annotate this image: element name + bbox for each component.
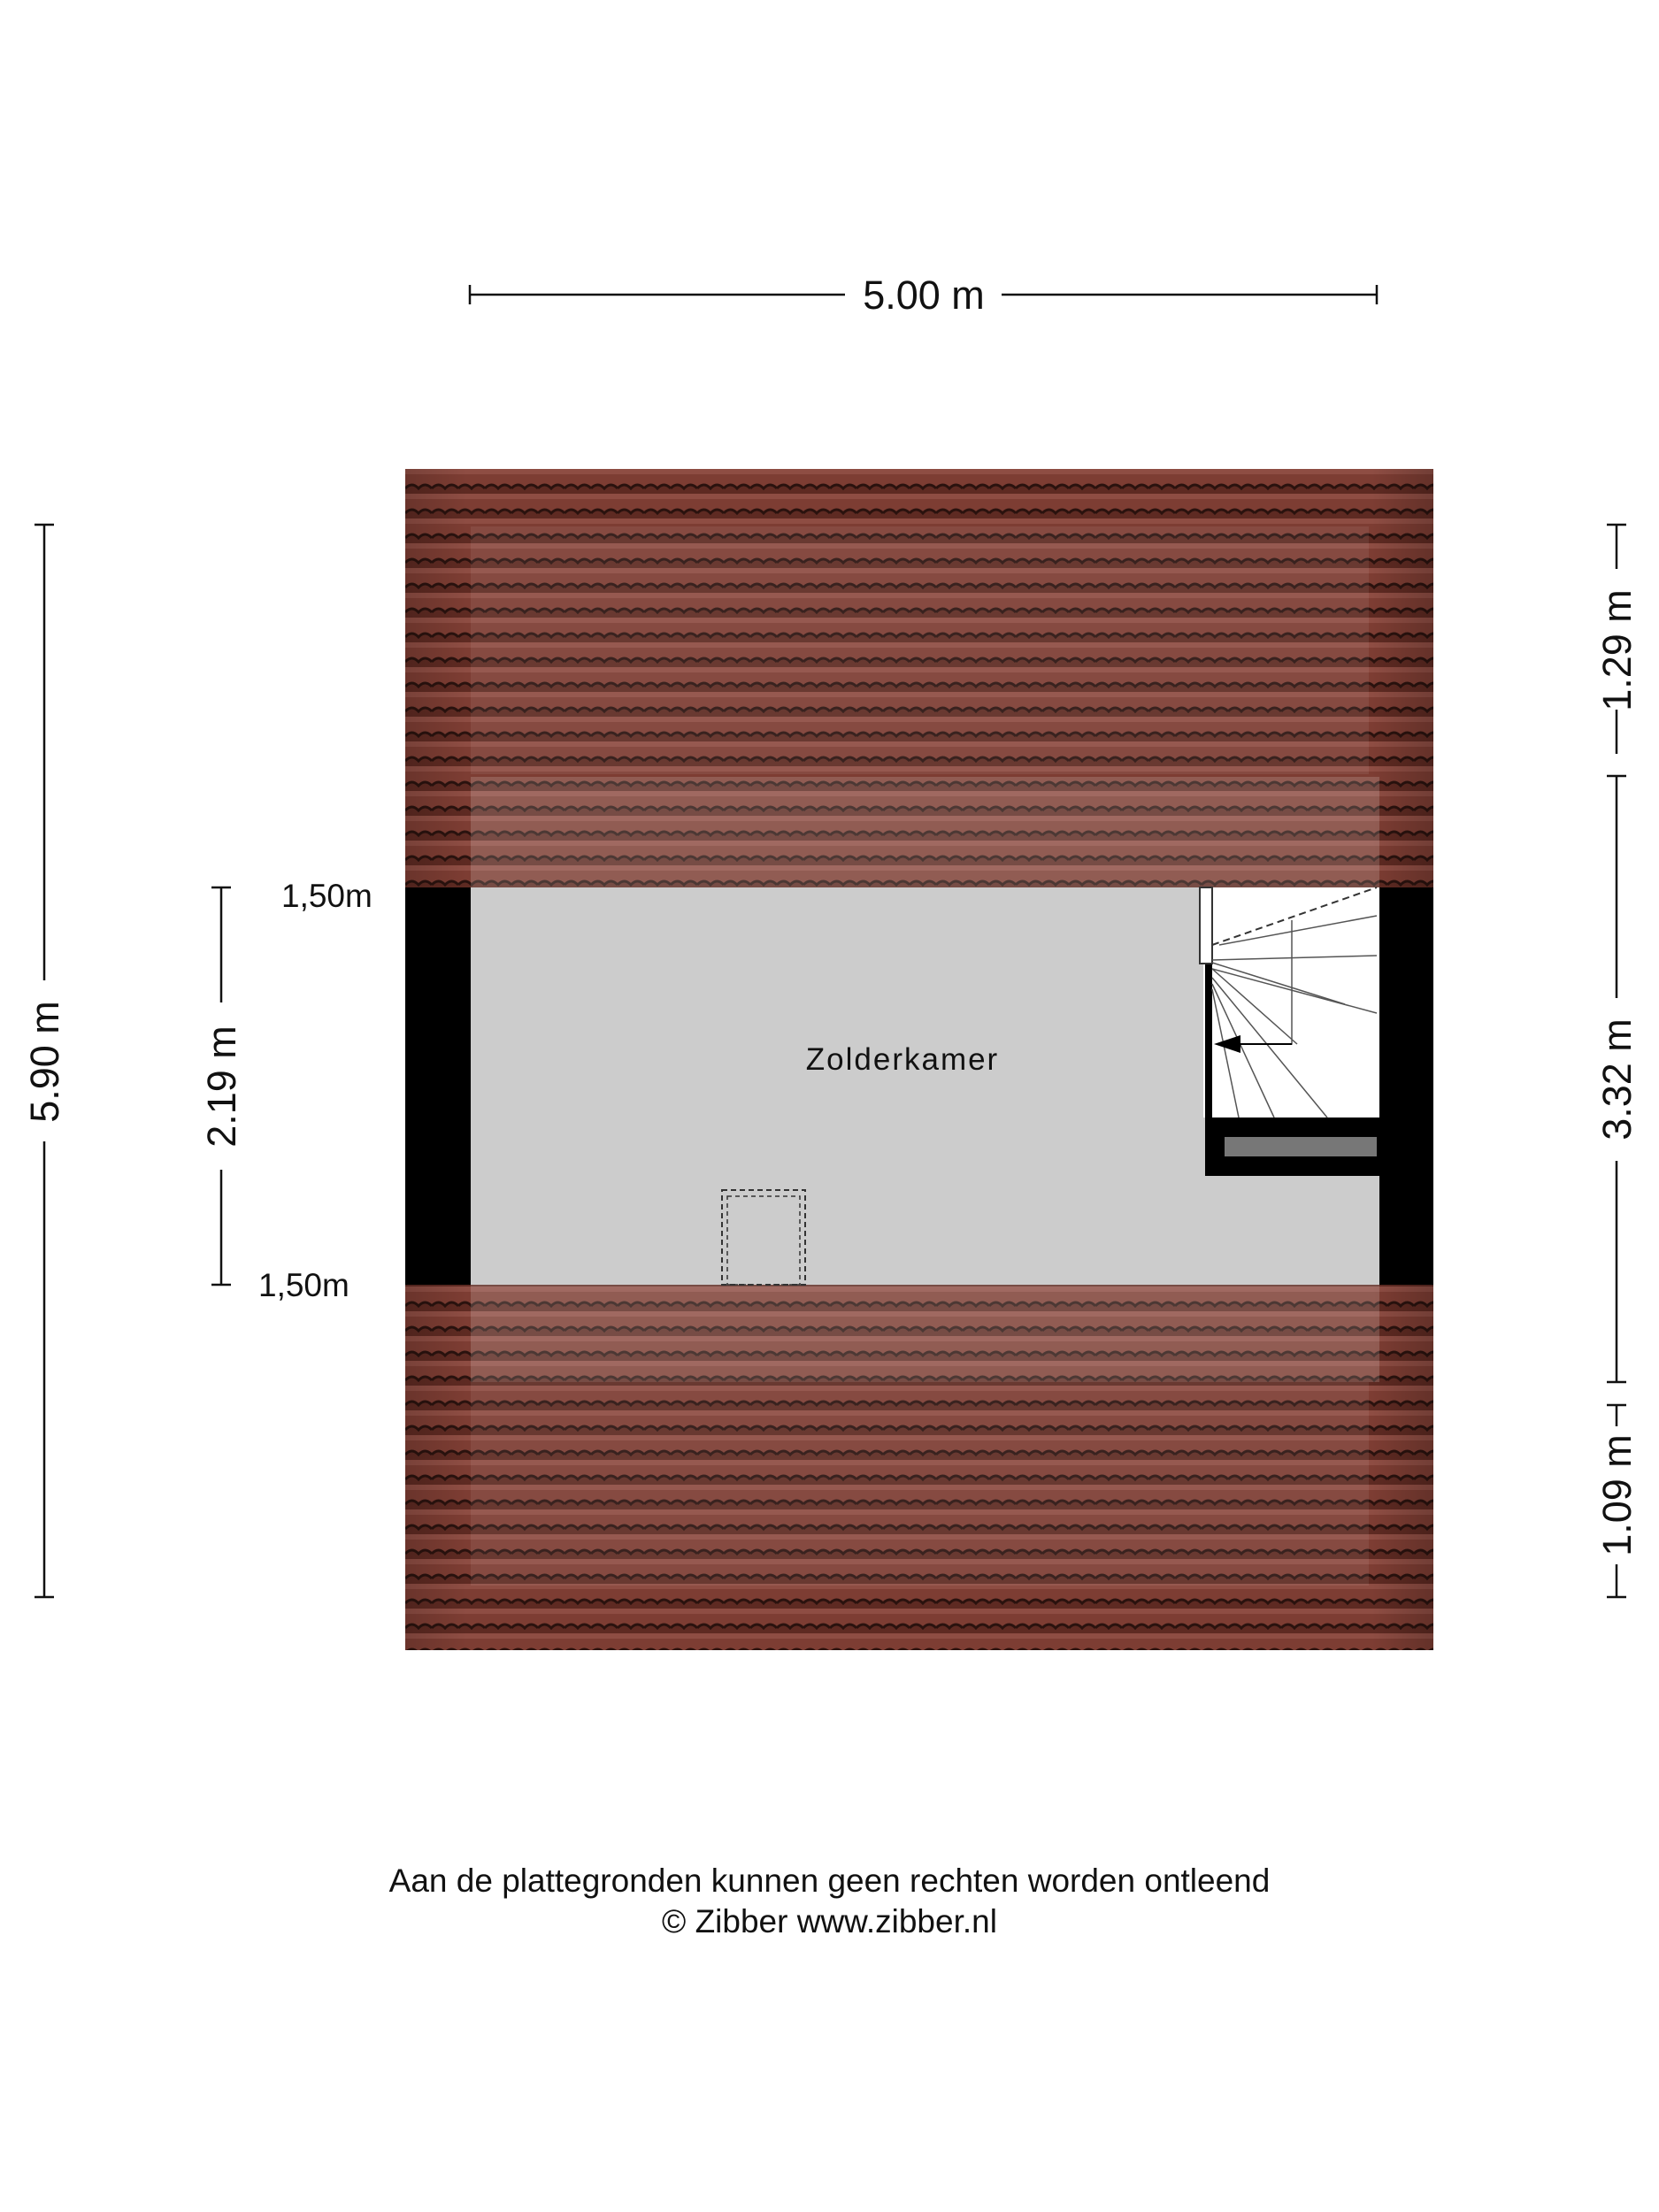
roof-highlight-bottom — [471, 1382, 1369, 1586]
footer-disclaimer: Aan de plattegronden kunnen geen rechten worden ontleend — [388, 1863, 1271, 1899]
dimension-left-total — [22, 525, 67, 1597]
footer — [0, 1861, 1659, 1942]
room-label: Zolderkamer — [805, 1042, 1000, 1077]
roof-highlight-top — [471, 526, 1369, 774]
height-label-upper: 1,50m — [281, 878, 373, 914]
wall-right — [1379, 887, 1433, 1285]
dimension-right-top-label: 1.29 m — [1594, 589, 1640, 711]
dimension-left-inner-label: 2.19 m — [199, 1025, 244, 1148]
wall-left — [405, 887, 471, 1285]
dimension-right-middle-label: 3.32 m — [1594, 1018, 1640, 1141]
stair-handrail — [1225, 1137, 1377, 1156]
dimension-left-total-label: 5.90 m — [22, 1001, 67, 1123]
dimension-right-bottom-label: 1.09 m — [1594, 1434, 1640, 1556]
roof-highlight-ridge-upper — [471, 777, 1379, 887]
stair-left-stringer — [1205, 960, 1212, 1118]
dimension-left-inner — [199, 887, 244, 1285]
staircase — [1200, 887, 1379, 1176]
dimension-top-width-label: 5.00 m — [863, 273, 985, 318]
dimension-right-chain — [1594, 525, 1640, 1597]
height-label-lower: 1,50m — [258, 1267, 349, 1303]
dimension-top-width — [470, 273, 1377, 318]
footer-copyright: © Zibber www.zibber.nl — [662, 1903, 997, 1939]
roof-highlight-ridge-lower — [471, 1285, 1379, 1382]
stair-post — [1200, 887, 1212, 964]
